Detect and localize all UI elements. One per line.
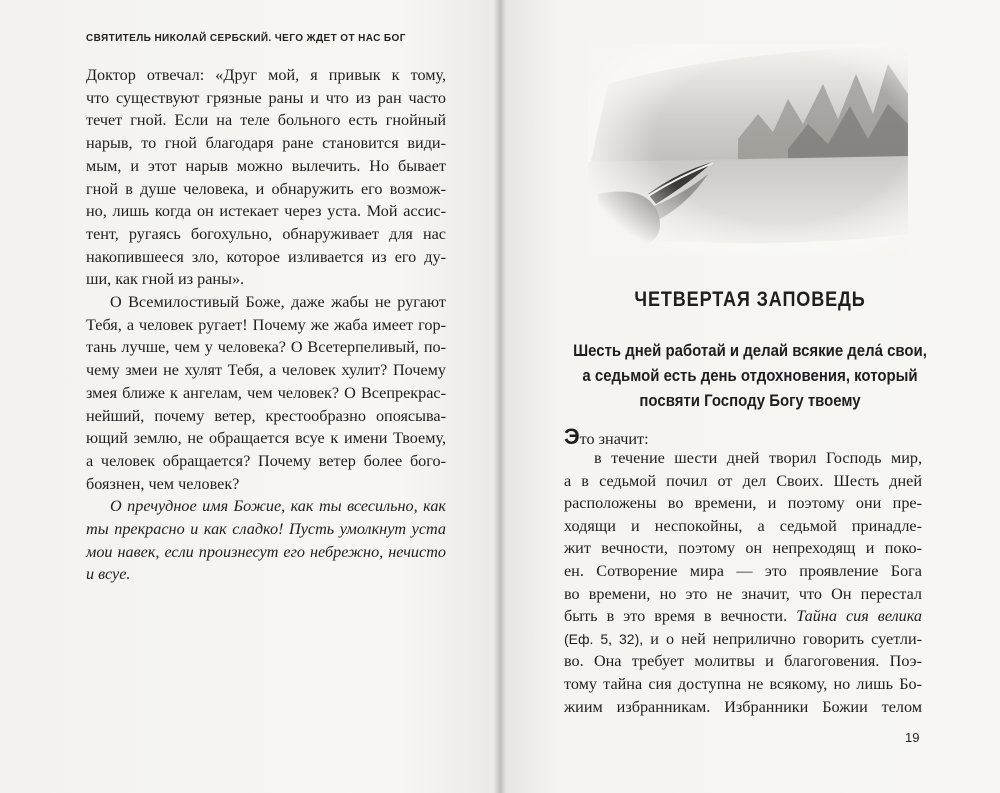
running-head: СВЯТИТЕЛЬ НИКОЛАЙ СЕРБСКИЙ. ЧЕГО ЖДЕТ ОТ НАС БОГ: [86, 33, 406, 44]
text-line: расположены во времени, и поэтому они пре-: [564, 494, 922, 513]
text-line: ши, как гной из раны».: [86, 270, 245, 289]
text-line: боязнен, чем человек?: [86, 474, 240, 493]
text-line: во. Она требует молитвы и благоговения. Поэ-: [564, 652, 922, 671]
text-line: мым, и этот нарыв можно вылечить. Но бывает: [86, 156, 446, 175]
text-segment: быть в это время в вечности.: [564, 607, 788, 626]
text-line: гной в душе человека, и обнаружить его возмож-: [86, 179, 446, 198]
text-line: нейший, почему ветер, крестообразно опоясыва-: [86, 406, 446, 425]
italic-text-line: О пречудное имя Божие, как ты всесильно, как: [110, 497, 446, 516]
text-line: а в седьмой почил от дел Своих. Шесть дней: [564, 471, 922, 490]
italic-text-line: ты прекрасно и как сладко! Пусть умолкнут уста: [86, 520, 446, 539]
text-line: жит вечности, поэтому он непреходящ и поко-: [564, 539, 922, 558]
text-line: О Всемилостивый Боже, даже жабы не ругают: [110, 293, 446, 312]
text-line: ходящи и неспокойны, а седьмой принадле-: [564, 516, 922, 535]
text-line: [564, 628, 922, 651]
text-line: ен. Сотворение мира — это проявление Бога: [564, 561, 922, 580]
dropcap-letter: Э: [564, 424, 580, 449]
text-line: что существуют грязные раны и что из ран часто: [86, 88, 446, 107]
commandment-line: а седьмой есть день отдохновения, который: [582, 366, 918, 385]
text-line: тань лучше, чем у человека? О Всетерпеливый, по-: [86, 338, 446, 357]
text-line: но, лишь когда он истекает через уста. Мой ассис-: [86, 202, 446, 221]
commandment-line: посвяти Господу Богу твоему: [639, 391, 861, 410]
text-line: тент, ругаясь богохульно, обнаруживает для нас: [86, 224, 446, 243]
text-segment: и о ней неприлично говорить суетли-: [650, 629, 922, 648]
text-line: Доктор отвечал: «Друг мой, я привык к тому,: [86, 66, 446, 84]
text-line: чему змеи не хулят Тебя, а человек хулит? Почему: [86, 361, 446, 380]
text-line: тому тайна сия доступна не всякому, но лишь Бо-: [564, 674, 922, 693]
text-line: ющий землю, не обращается всуе к имени Твоему,: [86, 429, 446, 448]
dropcap-rest: то значит:: [579, 430, 649, 448]
book-gutter: [494, 0, 506, 793]
text-line: течет гной. Если на теле больного есть гнойный: [86, 111, 446, 130]
text-line: а человек обращается? Почему ветер более бого-: [86, 451, 446, 470]
text-line: [564, 605, 922, 628]
text-line: нарыв, то гной благодаря ране становится види-: [86, 134, 446, 153]
commandment-epigraph: [548, 338, 952, 413]
text-line: во времени, но это не значит, что Он перестал: [564, 584, 922, 603]
chapter-title: ЧЕТВЕРТАЯ ЗАПОВЕДЬ: [634, 288, 866, 311]
italic-text-line: мои навек, если произнесут его небрежно, нечисто: [86, 542, 446, 561]
text-line: жиим избранникам. Избранники Божии телом: [564, 697, 922, 716]
italic-text-line: и всуе.: [86, 565, 131, 584]
text-line: в течение шести дней творил Господь мир,: [594, 449, 922, 467]
italic-phrase: Тайна сия велика: [796, 607, 923, 626]
text-line: накопившееся зло, которое изливается из его ду-: [86, 247, 446, 266]
right-body-text: [564, 447, 922, 718]
lake-canoe-illustration: [588, 44, 908, 256]
scripture-reference: (Еф. 5, 32),: [564, 630, 644, 647]
text-line: змея ближе к ангелам, чем человек? О Всепрекрас-: [86, 383, 446, 402]
text-line: Тебя, а человек ругает! Почему же жаба имеет гор-: [86, 315, 446, 334]
commandment-line: Шесть дней работай и делай всякие дела́ свои,: [573, 341, 927, 360]
left-body-text: [86, 64, 446, 586]
page-number: 19: [905, 730, 920, 745]
